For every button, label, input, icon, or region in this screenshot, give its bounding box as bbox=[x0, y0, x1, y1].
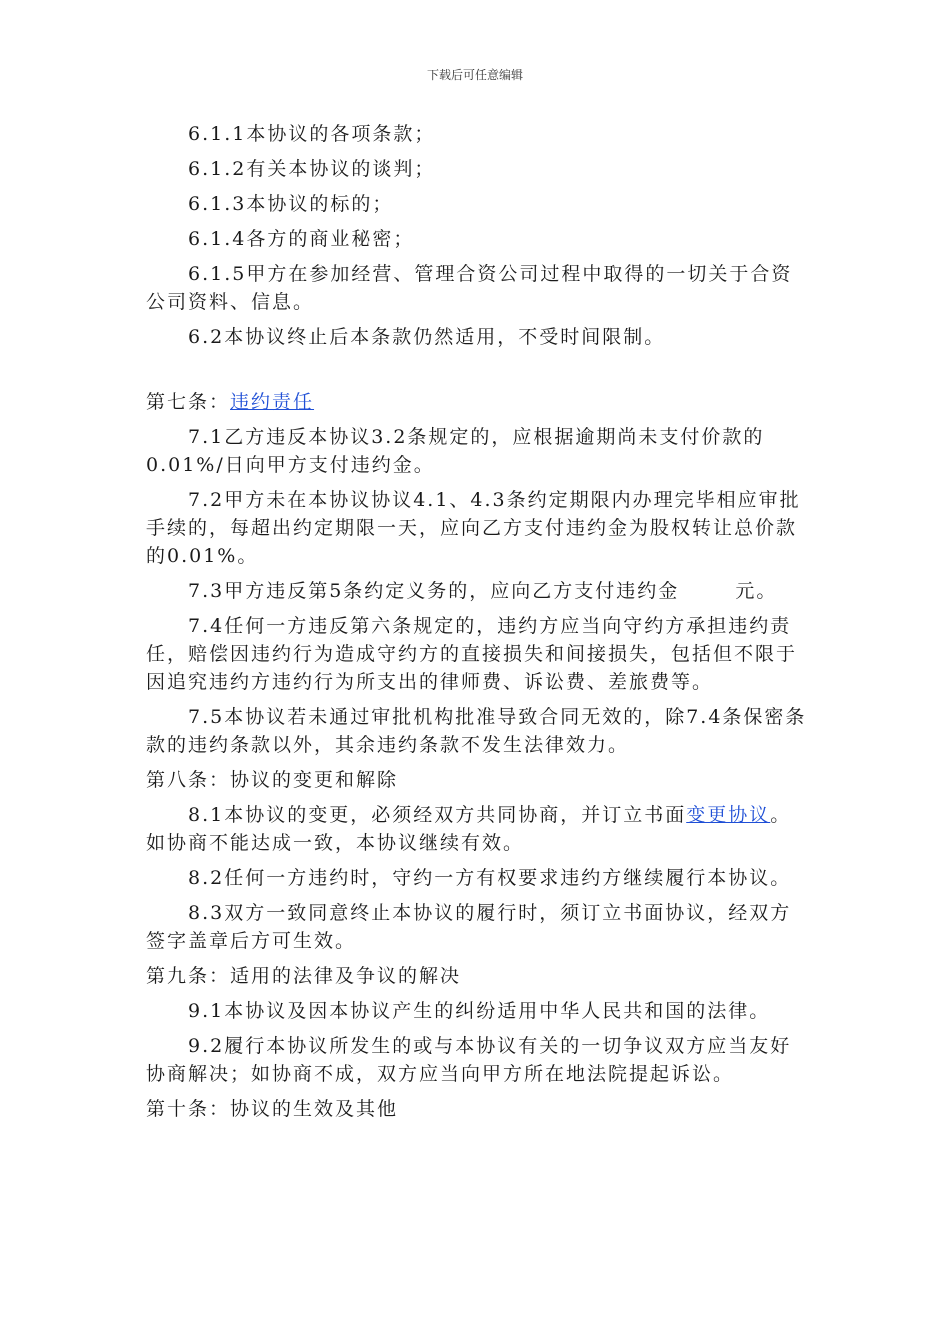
clause-9-1: 9.1本协议及因本协议产生的纠纷适用中华人民共和国的法律。 bbox=[188, 1000, 771, 1022]
clause-7-3-unit: 元。 bbox=[735, 580, 778, 602]
section-10-heading: 第十条：协议的生效及其他 bbox=[146, 1098, 399, 1120]
page-header: 下载后可任意编辑 bbox=[426, 68, 523, 82]
clause-7-1: 7.1乙方违反本协议3.2条规定的，应根据逾期尚未支付价款的0.01%/日向甲方支付违约金。 bbox=[146, 426, 765, 476]
clause-8-3: 8.3双方一致同意终止本协议的履行时，须订立书面协议，经双方签字盖章后方可生效。 bbox=[146, 902, 792, 952]
clause-7-3-text: 7.3甲方违反第5条约定义务的，应向乙方支付违约金 bbox=[188, 580, 680, 602]
clause-6-1-3: 6.1.3本协议的标的； bbox=[188, 193, 394, 215]
section-7-heading bbox=[146, 388, 808, 416]
clause-6-2: 6.2本协议终止后本条款仍然适用，不受时间限制。 bbox=[188, 326, 666, 348]
clause-8-2: 8.2任何一方违约时，守约一方有权要求违约方继续履行本协议。 bbox=[188, 867, 792, 889]
clause-9-2: 9.2履行本协议所发生的或与本协议有关的一切争议双方应当友好协商解决；如协商不成，双方应当向甲方所在地法院提起诉讼。 bbox=[146, 1035, 792, 1085]
clause-7-2: 7.2甲方未在本协议协议4.1、4.3条约定期限内办理完毕相应审批手续的，每超出约定期限一天，应向乙方支付违约金为股权转让总价款的0.01%。 bbox=[146, 489, 801, 567]
breach-liability-link[interactable]: 违约责任 bbox=[230, 391, 315, 413]
clause-8-1 bbox=[146, 801, 808, 857]
section-spacer bbox=[146, 358, 808, 388]
clause-8-1-text: 8.1本协议的变更，必须经双方共同协商，并订立书面 bbox=[188, 804, 687, 826]
clause-8-1-tail: 。如协商不能达成一致，本协议继续有效。 bbox=[146, 804, 792, 854]
clause-7-4: 7.4任何一方违反第六条规定的，违约方应当向守约方承担违约责任，赔偿因违约行为造成守约方的直接损失和间接损失，包括但不限于因追究违约方违约行为所支出的律师费、诉讼费、差旅费等。 bbox=[146, 615, 798, 693]
section-7-heading-prefix: 第七条： bbox=[146, 391, 231, 413]
clause-7-3 bbox=[146, 577, 808, 605]
document-body bbox=[146, 120, 808, 1130]
clause-6-1-2: 6.1.2有关本协议的谈判； bbox=[188, 158, 436, 180]
clause-6-1-4: 6.1.4各方的商业秘密； bbox=[188, 228, 415, 250]
section-8-heading: 第八条：协议的变更和解除 bbox=[146, 769, 399, 791]
amendment-agreement-link[interactable]: 变更协议 bbox=[686, 804, 771, 826]
clause-6-1-5: 6.1.5甲方在参加经营、管理合资公司过程中取得的一切关于合资公司资料、信息。 bbox=[146, 263, 793, 313]
section-9-heading: 第九条：适用的法律及争议的解决 bbox=[146, 965, 462, 987]
clause-6-1-1: 6.1.1本协议的各项条款； bbox=[188, 123, 436, 145]
clause-7-5: 7.5本协议若未通过审批机构批准导致合同无效的，除7.4条保密条款的违约条款以外，其余违约条款不发生法律效力。 bbox=[146, 706, 807, 756]
